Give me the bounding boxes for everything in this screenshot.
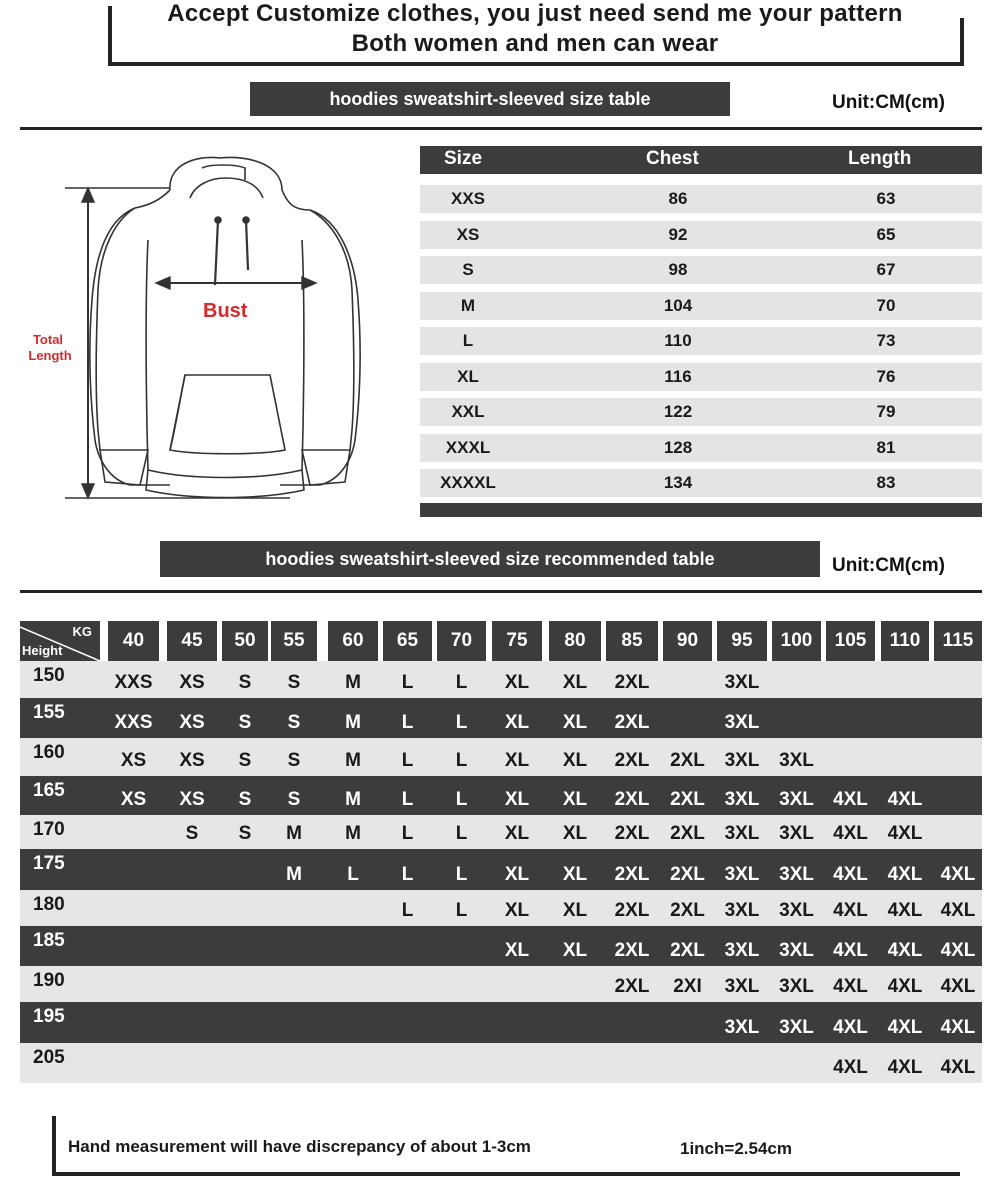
size-recommendation-cell: 2XL (670, 823, 705, 844)
chest-cell: 134 (663, 473, 693, 492)
divider-1 (20, 127, 982, 130)
size-recommendation-cell: XL (504, 864, 530, 885)
size-recommendation-cell: 4XL (833, 976, 868, 997)
size-cell: M (460, 295, 476, 315)
size-recommendation-cell: S (238, 789, 252, 810)
size-recommendation-cell: S (238, 712, 252, 733)
size-cell: S (462, 260, 474, 279)
size-recommendation-cell: 2XL (614, 864, 650, 885)
size-recommendation-cell: XS (120, 750, 147, 771)
length-cell: 76 (876, 366, 896, 386)
size-recommendation-cell: 4XL (887, 940, 923, 961)
length-cell: 83 (876, 473, 896, 492)
kg-header-cell: 40 (108, 621, 159, 661)
kg-header-cell: 110 (881, 621, 929, 661)
size-recommendation-cell: 3XL (724, 789, 760, 810)
kg-header-cell: 55 (271, 621, 317, 661)
size-table-title: hoodies sweatshirt-sleeved size table (250, 82, 730, 116)
size-recommendation-cell: 2XI (673, 976, 702, 997)
size-recommendation-cell: 3XL (724, 940, 760, 961)
recommended-table-row (20, 926, 982, 966)
chest-cell: 86 (668, 189, 688, 208)
length-cell: 73 (876, 331, 896, 350)
size-recommendation-cell: 3XL (779, 750, 814, 771)
size-recommendation-cell: XL (562, 940, 588, 961)
height-cell: 195 (33, 1006, 65, 1027)
size-recommendation-cell: 4XL (940, 900, 976, 921)
kg-header-cell: 50 (222, 621, 268, 661)
size-recommendation-cell: XL (562, 750, 588, 771)
size-recommendation-cell: XS (179, 789, 205, 810)
size-recommendation-cell: M (286, 864, 302, 885)
footer-frame-bottom (52, 1172, 960, 1176)
size-recommendation-cell: XL (504, 712, 530, 733)
size-recommendation-cell: XL (504, 940, 530, 961)
size-recommendation-cell: 2XL (670, 900, 705, 921)
length-cell: 65 (876, 224, 896, 244)
size-recommendation-cell: XL (504, 672, 530, 693)
header-line-2: Both women and men can wear (351, 30, 719, 57)
size-cell: XL (457, 366, 479, 386)
size-recommendation-cell: 4XL (940, 1057, 976, 1078)
size-recommendation-cell: 3XL (724, 823, 760, 844)
size-recommendation-cell: 3XL (779, 1017, 814, 1038)
size-recommendation-cell: 4XL (833, 900, 868, 921)
size-recommendation-cell: L (401, 789, 414, 810)
size-recommendation-cell: 2XL (614, 900, 650, 921)
recommended-table-row (20, 776, 982, 815)
total-length-label-2: Length (28, 348, 72, 363)
size-recommendation-cell: L (455, 900, 468, 921)
size-recommendation-cell: 2XL (614, 976, 650, 997)
size-recommendation-cell: L (455, 823, 468, 844)
chest-cell: 128 (663, 437, 693, 457)
size-recommendation-cell: 3XL (724, 900, 760, 921)
recommended-table-row (20, 698, 982, 738)
size-recommendation-cell: 3XL (724, 672, 760, 693)
height-cell: 180 (33, 894, 65, 915)
corner-cell (20, 621, 100, 661)
size-table-unit: Unit:CM(cm) (832, 92, 945, 113)
arrow-left-icon (156, 277, 170, 289)
size-recommendation-cell: M (345, 823, 361, 844)
size-recommendation-cell: S (287, 750, 301, 771)
size-recommendation-cell: 3XL (779, 900, 814, 921)
recommended-table-row (20, 661, 982, 698)
recommended-table-row (20, 1002, 982, 1043)
size-recommendation-cell: S (238, 672, 252, 693)
height-cell: 190 (33, 970, 65, 991)
size-table-row (420, 398, 982, 426)
size-recommendation-cell: 2XL (670, 789, 705, 810)
measurement-note: Hand measurement will have discrepancy of about 1-3cm (68, 1137, 531, 1156)
col-chest: Chest (646, 148, 699, 169)
size-recommendation-cell: S (287, 712, 301, 733)
chest-cell: 122 (663, 402, 693, 421)
corner-kg: KG (72, 624, 92, 639)
header-line-1: Accept Customize clothes, you just need send me your pattern (167, 0, 903, 27)
size-recommendation-cell: 3XL (724, 864, 760, 885)
kg-header-cell: 105 (826, 621, 875, 661)
size-recommendation-cell: 2XL (614, 672, 650, 693)
recommended-table-row (20, 738, 982, 776)
size-recommendation-cell: L (401, 712, 414, 733)
recommended-table-title: hoodies sweatshirt-sleeved size recommended table (160, 541, 820, 577)
size-recommendation-cell: 4XL (887, 1057, 923, 1078)
size-recommendation-cell: 2XL (614, 750, 650, 771)
size-recommendation-cell: XS (179, 750, 205, 771)
footer-frame-left (52, 1116, 56, 1176)
size-recommendation-cell: S (287, 789, 301, 810)
size-recommendation-cell: XXS (114, 672, 153, 693)
size-table-header (420, 146, 982, 174)
size-recommendation-cell: M (345, 789, 361, 810)
height-cell: 185 (33, 930, 65, 951)
size-recommendation-cell: XL (504, 750, 530, 771)
size-recommendation-cell: 2XL (670, 864, 705, 885)
height-cell: 165 (33, 780, 65, 801)
size-recommendation-cell: L (455, 750, 468, 771)
size-recommendation-cell: 2XL (614, 712, 650, 733)
length-cell: 70 (876, 295, 896, 315)
length-cell: 67 (876, 260, 896, 279)
size-recommendation-cell: XL (562, 672, 588, 693)
size-table-row (420, 327, 982, 355)
length-cell: 81 (876, 437, 896, 457)
size-recommendation-cell: M (286, 823, 302, 844)
height-cell: 205 (33, 1047, 65, 1068)
kg-header-cell: 60 (328, 621, 378, 661)
size-recommendation-cell: XL (562, 823, 588, 844)
recommended-table-row (20, 890, 982, 926)
size-cell: XXS (450, 189, 486, 208)
size-recommendation-cell: XXS (114, 712, 153, 733)
header-frame-bottom (108, 62, 964, 66)
size-recommendation-cell: 4XL (940, 864, 976, 885)
size-recommendation-cell: L (401, 672, 414, 693)
size-recommendation-cell: 4XL (833, 1017, 868, 1038)
size-recommendation-cell: 2XL (614, 823, 650, 844)
size-recommendation-cell: 3XL (724, 750, 760, 771)
size-table-row (420, 363, 982, 391)
size-recommendation-cell: L (401, 823, 414, 844)
size-recommendation-cell: L (455, 712, 468, 733)
size-recommendation-cell: XL (504, 823, 530, 844)
size-recommendation-cell: 4XL (940, 1017, 976, 1038)
size-table-row (420, 292, 982, 320)
arrow-right-icon (302, 277, 316, 289)
size-recommendation-cell: 2XL (614, 940, 650, 961)
size-table-row (420, 469, 982, 497)
size-recommendation-cell: XL (562, 712, 588, 733)
size-recommendation-cell: S (238, 823, 252, 844)
size-recommendation-cell: 3XL (724, 976, 760, 997)
recommended-table-row (20, 815, 982, 849)
size-recommendation-cell: 4XL (940, 940, 976, 961)
inch-conversion: 1inch=2.54cm (680, 1139, 792, 1158)
height-cell: 155 (33, 702, 65, 723)
size-table-row (420, 434, 982, 462)
kg-header-cell: 115 (934, 621, 982, 661)
recommended-table-unit: Unit:CM(cm) (832, 555, 945, 576)
size-recommendation-cell: 3XL (779, 789, 814, 810)
size-table-row (420, 185, 982, 213)
divider-2 (20, 590, 982, 593)
kg-header-cell: 45 (167, 621, 217, 661)
length-cell: 63 (876, 189, 896, 208)
height-cell: 175 (33, 853, 65, 874)
recommended-table-row (20, 966, 982, 1002)
size-table-row (420, 256, 982, 284)
size-recommendation-cell: 4XL (887, 823, 923, 844)
col-length: Length (848, 148, 912, 169)
hood-outline-icon (170, 157, 310, 210)
size-recommendation-cell: 4XL (833, 1057, 868, 1078)
size-recommendation-cell: 4XL (887, 900, 923, 921)
total-length-label-1: Total (32, 332, 64, 347)
recommended-table-row (20, 849, 982, 890)
size-recommendation-cell: XS (120, 789, 147, 810)
size-recommendation-cell: 2XL (670, 940, 705, 961)
height-cell: 160 (33, 742, 65, 763)
col-size: Size (444, 148, 483, 169)
size-recommendation-cell: L (401, 750, 414, 771)
size-recommendation-cell: 4XL (887, 1017, 923, 1038)
kg-header-cell: 75 (492, 621, 542, 661)
size-recommendation-cell: 3XL (724, 1017, 760, 1038)
size-recommendation-cell: 3XL (779, 823, 814, 844)
size-recommendation-cell: S (287, 672, 301, 693)
size-recommendation-cell: 4XL (833, 940, 868, 961)
size-recommendation-cell: 2XL (614, 789, 650, 810)
chest-cell: 98 (668, 260, 688, 279)
size-recommendation-cell: L (401, 864, 414, 885)
size-recommendation-cell: 2XL (670, 750, 705, 771)
height-cell: 170 (33, 819, 65, 840)
height-cell: 150 (33, 665, 65, 686)
size-recommendation-cell: M (345, 750, 361, 771)
chest-cell: 116 (664, 366, 692, 386)
size-cell: XS (456, 224, 480, 244)
size-recommendation-cell: XS (179, 712, 205, 733)
kg-header-cell: 70 (437, 621, 486, 661)
kg-header-cell: 80 (549, 621, 601, 661)
chest-cell: 104 (663, 295, 693, 315)
size-recommendation-cell: XL (562, 864, 588, 885)
size-recommendation-cell: L (455, 789, 468, 810)
size-recommendation-cell: 4XL (887, 864, 923, 885)
size-recommendation-cell: XS (179, 672, 205, 693)
size-recommendation-cell: 3XL (779, 864, 814, 885)
size-recommendation-cell: XL (504, 789, 530, 810)
size-recommendation-cell: M (345, 672, 361, 693)
arrow-up-icon (82, 188, 94, 202)
size-recommendation-cell: L (347, 864, 359, 885)
size-cell: L (462, 331, 474, 350)
size-recommendation-cell: S (185, 823, 199, 844)
size-recommendation-cell: S (238, 750, 252, 771)
size-cell: XXXL (445, 437, 491, 457)
kg-header-cell: 85 (606, 621, 658, 661)
size-recommendation-cell: L (401, 900, 414, 921)
size-cell: XXXXL (440, 473, 496, 492)
size-recommendation-cell: L (455, 864, 468, 885)
header-frame-right (960, 18, 964, 66)
size-recommendation-cell: XL (562, 900, 588, 921)
size-recommendation-cell: 4XL (887, 789, 923, 810)
recommended-table-row (20, 1043, 982, 1083)
size-recommendation-cell: 3XL (779, 976, 814, 997)
chest-cell: 110 (664, 331, 692, 350)
size-recommendation-cell: 4XL (940, 976, 976, 997)
size-recommendation-cell: 3XL (724, 712, 760, 733)
size-table-row (420, 221, 982, 249)
size-recommendation-cell: 4XL (833, 823, 868, 844)
chest-cell: 92 (668, 224, 688, 244)
kg-header-cell: 100 (772, 621, 821, 661)
kg-header-cell: 90 (663, 621, 712, 661)
size-recommendation-cell: 4XL (833, 789, 868, 810)
length-cell: 79 (876, 402, 896, 421)
size-recommendation-cell: XL (504, 900, 530, 921)
size-recommendation-cell: L (455, 672, 468, 693)
size-table-footer-bar (420, 503, 982, 517)
bust-label: Bust (203, 300, 248, 322)
size-recommendation-cell: 4XL (833, 864, 868, 885)
size-cell: XXL (451, 402, 485, 421)
recommended-table-header (20, 621, 982, 661)
size-recommendation-cell: 3XL (779, 940, 814, 961)
arrow-down-icon (82, 484, 94, 498)
corner-height: Height (22, 643, 63, 658)
kg-header-cell: 65 (383, 621, 432, 661)
size-recommendation-cell: 4XL (887, 976, 923, 997)
hoodie-diagram (20, 150, 400, 510)
size-recommendation-cell: XL (562, 789, 588, 810)
kg-header-cell: 95 (717, 621, 767, 661)
size-recommendation-cell: M (345, 712, 361, 733)
